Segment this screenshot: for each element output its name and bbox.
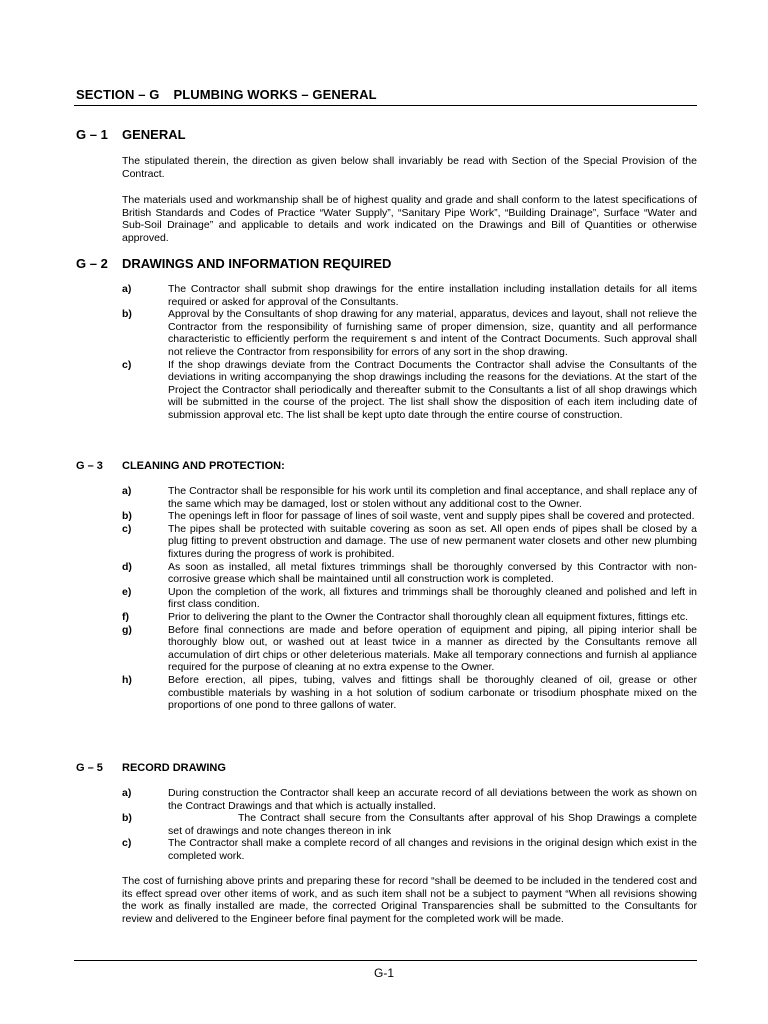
item-text: The pipes shall be protected with suitable covering as soon as set. All open ends of pipes shall be closed by a plug fitting to prevent obstruction and damage. The use of new permanent water closets and other new plumbing fixtures during the progress of work is prohibited. [168,522,697,560]
g5-closing-paragraph: The cost of furnishing above prints and preparing these for record “shall be deemed to be included in the tendered cost and its effect spread over other items of work, and as such item shall not be a subject to payment “When all revisions showing the work as finally installed are made, the corrected Original Transparencies shall be submitted to the Consultants for review and delivered to the Engineer before final payment for the completed work will be made. [122,875,697,925]
section-heading [76,87,696,102]
g1-paragraph-2: The materials used and workmanship shall be of highest quality and grade and shall conform to the latest specifications of British Standards and Codes of Practice “Water Supply”, “Sanitary Pipe Work”, “Building Drainage”, Surface “Water and Sub-Soil Drainage” and applicable to details and work indicated on the Drawings and Bill of Quantities or otherwise approved. [122,194,697,244]
item-text: Approval by the Consultants of shop drawing for any material, apparatus, devices and layout, shall not relieve the Contractor from the responsibility of furnishing same of proper dimension, size, quantity and all performance characteristic to efficiently perform the requirement s and intent of the Contract Documents. Such approval shall not relieve the Contractor from responsibility for errors of any sort in the shop drawing. [168,308,697,358]
item-label: b) [122,510,132,523]
g2-list [122,283,697,422]
item-label: e) [122,585,132,598]
item-label: a) [122,283,132,295]
g5-heading [76,762,226,774]
item-text: The Contractor shall submit shop drawings for the entire installation including installation details for all items required or asked for approval of the Consultants. [168,283,697,308]
g1-number: G – 1 [76,127,108,142]
footer-rule [74,960,697,961]
g5-title: RECORD DRAWING [122,762,226,774]
item-text: The Contract shall secure from the Consultants after approval of his Shop Drawings a complete set of drawings and note changes thereon in ink [168,812,697,837]
list-item [122,611,697,624]
item-text: During construction the Contractor shall keep an accurate record of all deviations between the work as shown on the Contract Drawings and that which is actually installed. [168,787,697,812]
section-title: PLUMBING WORKS – GENERAL [173,87,377,102]
g5-number: G – 5 [76,762,103,774]
page-number: G-1 [373,966,394,980]
g5-list [122,787,697,863]
g1-paragraph-1: The stipulated therein, the direction as given below shall invariably be read with Section of the Special Provision of the Contract. [122,155,697,180]
item-label: b) [122,812,132,825]
item-label: f) [122,610,129,623]
list-item [122,586,697,611]
g2-number: G – 2 [76,256,108,271]
item-text: Prior to delivering the plant to the Owner the Contractor shall thoroughly clean all equipment fixtures, fittings etc. [168,610,689,623]
item-label: a) [122,485,132,497]
item-label: b) [122,308,132,321]
list-item [122,283,697,308]
list-item [122,523,697,561]
item-label: c) [122,358,132,371]
g2-title: DRAWINGS AND INFORMATION REQUIRED [122,256,392,271]
item-label: g) [122,623,132,636]
item-text: As soon as installed, all metal fixtures trimmings shall be thoroughly conversed by this Contractor with non-corrosive grease which shall be maintained until all construction work is completed. [168,560,697,586]
item-text: The openings left in floor for passage of lines of soil waste, vent and supply pipes shall be covered and protected. [168,510,695,523]
g3-title: CLEANING AND PROTECTION: [122,460,285,472]
section-code: SECTION – G [76,87,160,102]
g1-title: GENERAL [122,127,186,142]
item-label: d) [122,560,132,573]
g3-list [122,485,697,712]
g1-heading [76,127,186,142]
list-item [122,837,697,862]
list-item [122,359,697,422]
heading-rule [74,105,697,106]
list-item [122,787,697,812]
item-text: Upon the completion of the work, all fixtures and trimmings shall be thoroughly cleaned and polished and left in first class condition. [168,585,697,611]
list-item [122,812,697,837]
item-label: h) [122,673,132,686]
list-item [122,674,697,712]
list-item [122,308,697,358]
item-text: The Contractor shall make a complete record of all changes and revisions in the original design which exist in the completed work. [168,837,697,862]
item-text: Before erection, all pipes, tubing, valves and fittings shall be thoroughly cleaned of oil, grease or other combustible materials by washing in a hot solution of sodium carbonate or trisodium phosphate mixed on the proportions of one pond to three gallons of water. [168,673,697,712]
item-text: If the shop drawings deviate from the Contract Documents the Contractor shall advise the Consultants of the deviations in writing accompanying the shop drawings including the reasons for the deviations. At the start of the Project the Contractor shall periodically and thereafter submit to the Consultants a list of all shop drawings which will be submitted in the course of the project. The list shall show the disposition of each item including date of submission approval etc. The list shall be kept upto date through the entire course of construction. [168,358,697,421]
list-item [122,561,697,586]
item-label: c) [122,837,132,850]
list-item [122,510,697,523]
list-item [122,624,697,674]
item-text: Before final connections are made and before operation of equipment and piping, all piping interior shall be thoroughly blow out, or washed out at least twice in a manner as directed by the Consultants remove all accumulation of dirt chips or other deleterious materials. Make all temporary connections and furnish al appliance required for the purpose of cleaning at no extra expense to the Owner. [168,623,697,674]
item-text: The Contractor shall be responsible for his work until its completion and final acceptance, and shall replace any of the same which may be damaged, lost or stolen without any additional cost to the Owner. [168,485,697,510]
list-item [122,485,697,510]
item-label: a) [122,787,132,799]
item-label: c) [122,522,132,535]
g2-heading [76,256,391,271]
g3-number: G – 3 [76,460,103,472]
g3-heading [76,460,285,472]
